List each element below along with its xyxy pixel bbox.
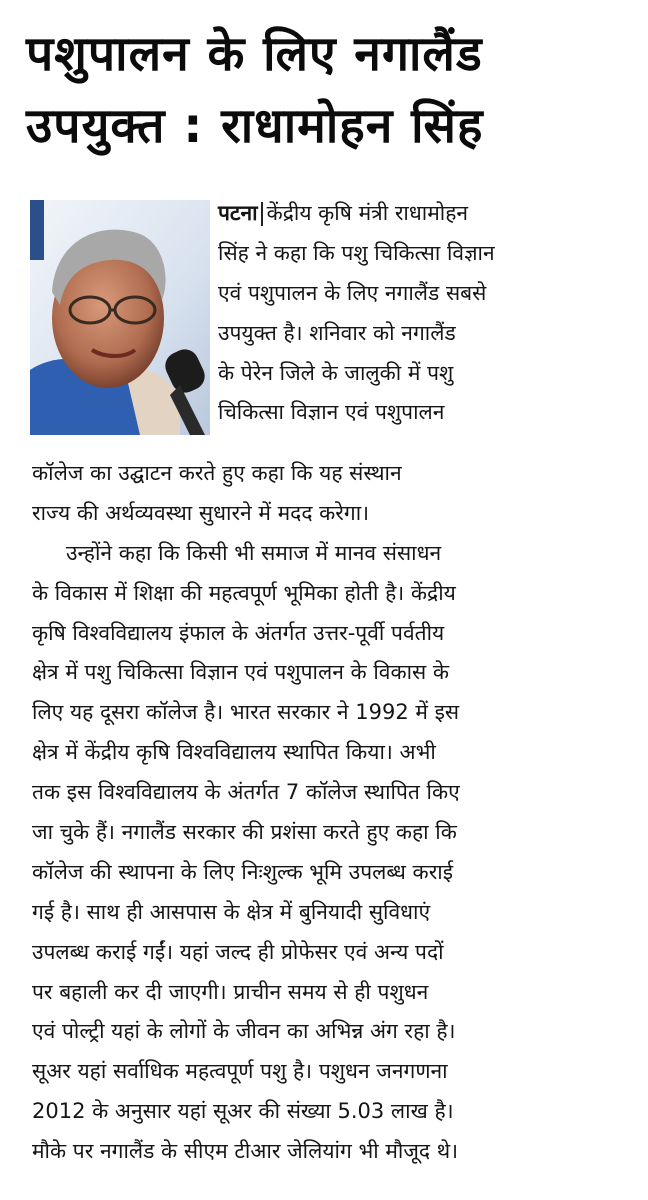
- text-line: सूअर यहां सर्वाधिक महत्वपूर्ण पशु है। पशुधन जनगणना: [32, 1059, 448, 1084]
- text-line: चिकित्सा विज्ञान एवं पशुपालन: [218, 400, 445, 425]
- text-line: कॉलेज की स्थापना के लिए निःशुल्क भूमि उपलब्ध कराई: [32, 859, 454, 884]
- text-line: 2012 के अनुसार यहां सूअर की संख्या 5.03 लाख है।: [32, 1099, 454, 1124]
- text-line: के पेरेन जिले के जालुकी में पशु: [218, 360, 454, 385]
- text-line: गई है। साथ ही आसपास के क्षेत्र में बुनियादी सुविधाएं: [32, 899, 431, 924]
- text-line: के विकास में शिक्षा की महत्वपूर्ण भूमिका होती है। केंद्रीय: [32, 580, 456, 605]
- text-line: एवं पशुपालन के लिए नगालैंड सबसे: [218, 280, 487, 305]
- text-line: राज्य की अर्थव्यवस्था सुधारने में मदद करेगा।: [32, 500, 370, 525]
- text-line: पर बहाली कर दी जाएगी। प्राचीन समय से ही पशुधन: [32, 979, 429, 1004]
- text-line: क्षेत्र में पशु चिकित्सा विज्ञान एवं पशुपालन के विकास के: [32, 660, 450, 685]
- article-headline: [26, 18, 636, 162]
- headline-line-2: उपयुक्त : राधामोहन सिंह: [26, 98, 484, 154]
- paragraph-start: उन्होंने कहा कि किसी भी समाज में मानव संसाधन: [66, 540, 442, 565]
- text-line: सिंह ने कहा कि पशु चिकित्सा विज्ञान: [218, 240, 495, 265]
- text-line: उपयुक्त है। शनिवार को नगालैंड: [218, 320, 456, 345]
- text-line: एवं पोल्ट्री यहां के लोगों के जीवन का अभिन्न अंग रहा है।: [32, 1019, 456, 1044]
- text-line-1: [218, 194, 632, 234]
- text-line: जा चुके हैं। नगालैंड सरकार की प्रशंसा करते हुए कहा कि: [32, 820, 457, 845]
- headline-line-1: पशुपालन के लिए नगालैंड: [26, 26, 483, 82]
- text-line: कृषि विश्वविद्यालय इंफाल के अंतर्गत उत्तर-पूर्वी पर्वतीय: [32, 620, 445, 645]
- text-line: तक इस विश्वविद्यालय के अंतर्गत 7 कॉलेज स्थापित किए: [32, 780, 460, 805]
- article-body: [32, 454, 632, 1172]
- text-line: लिए यह दूसरा कॉलेज है। भारत सरकार ने 1992 में इस: [32, 700, 460, 725]
- portrait-photo-icon: [30, 200, 210, 435]
- text-line: क्षेत्र में केंद्रीय कृषि विश्वविद्यालय स्थापित किया। अभी: [32, 740, 436, 765]
- dateline-separator: [261, 202, 263, 226]
- minister-photo: [30, 200, 210, 435]
- article-body-wrapped: [218, 194, 632, 433]
- wrapped-line: केंद्रीय कृषि मंत्री राधामोहन: [266, 201, 469, 225]
- text-line: मौके पर नगालैंड के सीएम टीआर जेलियांग भी मौजूद थे।: [32, 1139, 459, 1164]
- text-line: उपलब्ध कराई गईं। यहां जल्द ही प्रोफेसर एवं अन्य पदों: [32, 939, 444, 964]
- dateline: पटना: [218, 201, 258, 225]
- text-line: कॉलेज का उद्घाटन करते हुए कहा कि यह संस्थान: [32, 461, 402, 485]
